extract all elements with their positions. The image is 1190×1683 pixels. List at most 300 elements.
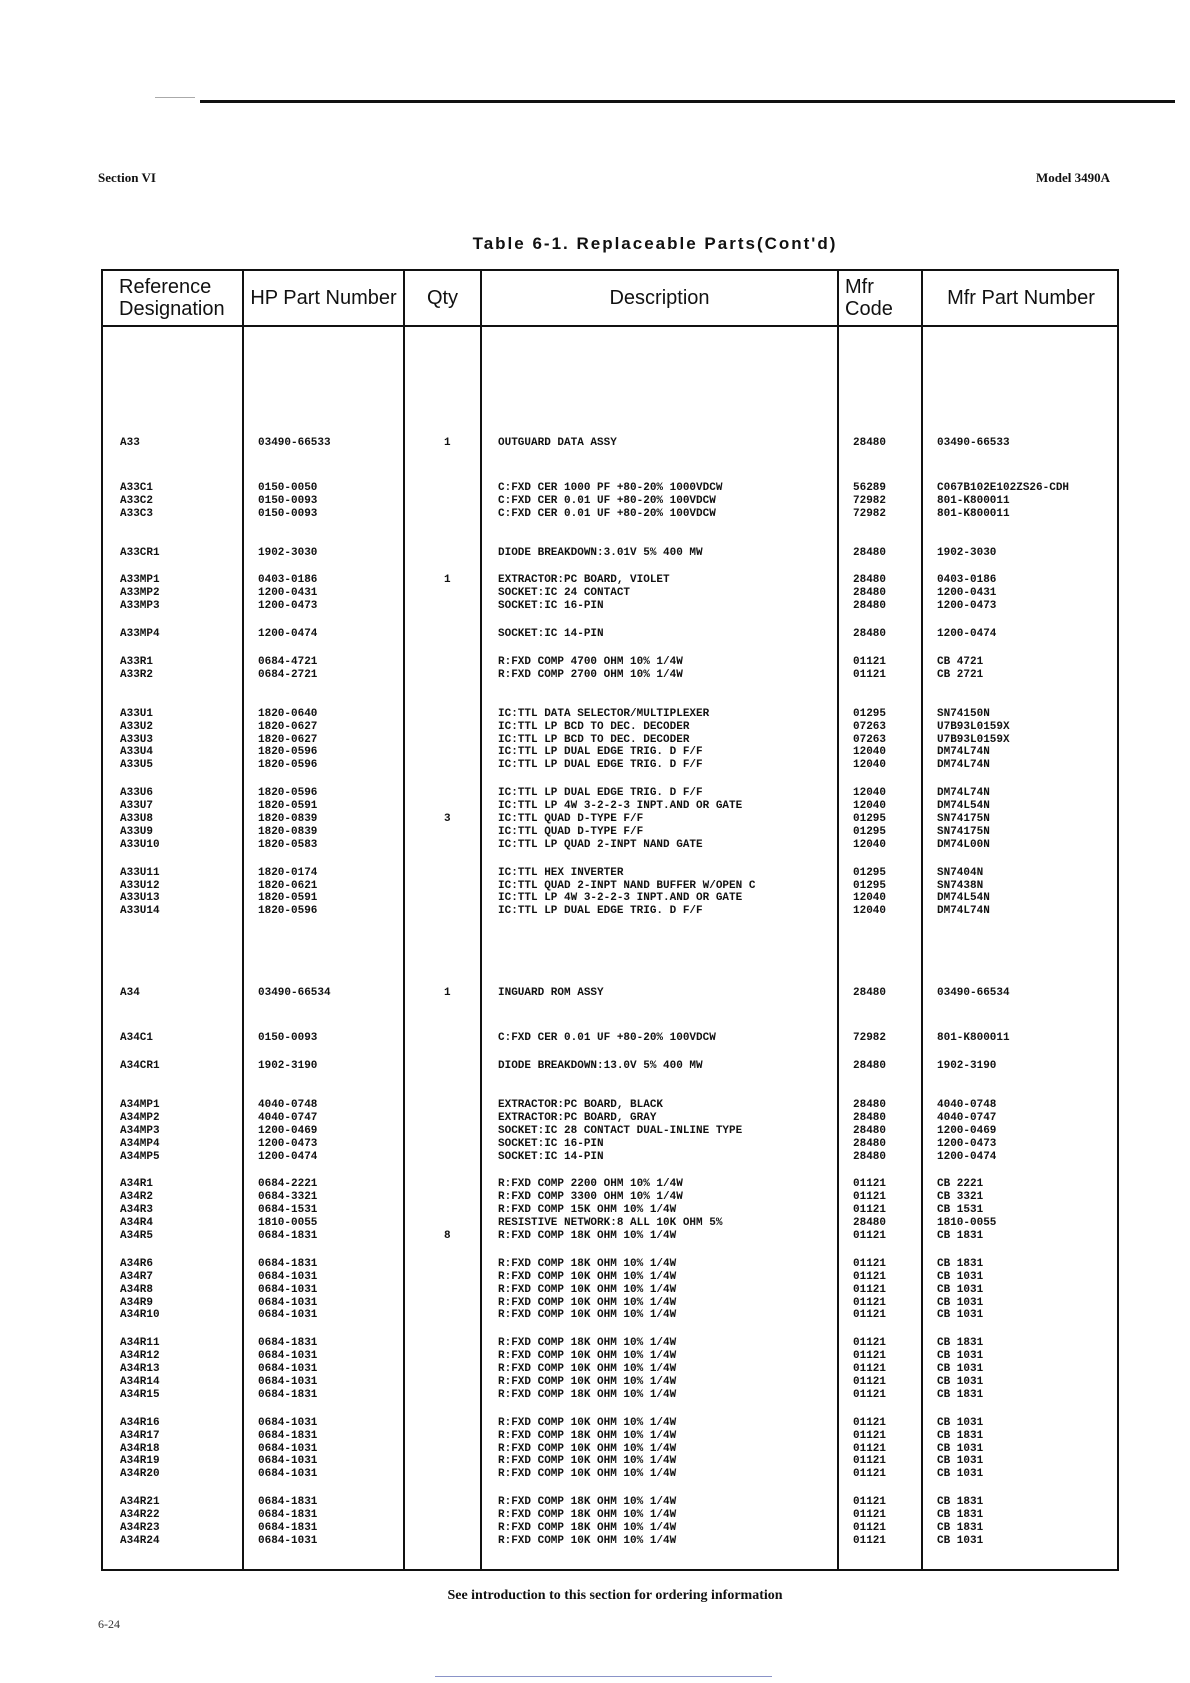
group-spacer bbox=[101, 1322, 1119, 1337]
group-spacer bbox=[101, 641, 1119, 656]
reference-designation: A33CR1 bbox=[120, 546, 160, 559]
mfr-part-number: SN74175N bbox=[937, 825, 990, 838]
mfr-code: 01121 bbox=[853, 1468, 887, 1481]
mfr-part-number: DM74L74N bbox=[937, 787, 990, 800]
mfr-code: 28480 bbox=[853, 1111, 887, 1124]
mfr-code: 28480 bbox=[853, 1098, 887, 1111]
hp-part-number: 0684-1031 bbox=[258, 1283, 318, 1296]
hp-part-number: 0403-0186 bbox=[258, 574, 318, 587]
mfr-code: 01121 bbox=[853, 1521, 887, 1534]
mfr-part-number: DM74L54N bbox=[937, 800, 990, 813]
mfr-part-number: CB 1031 bbox=[937, 1455, 984, 1468]
mfr-part-number: SN74150N bbox=[937, 707, 990, 720]
table-row bbox=[101, 482, 1119, 495]
reference-designation: A33MP4 bbox=[120, 628, 160, 641]
reference-designation: A34 bbox=[120, 987, 140, 1000]
group-spacer bbox=[101, 1073, 1119, 1099]
table-row bbox=[101, 1337, 1119, 1350]
table-row bbox=[101, 1125, 1119, 1138]
description: R:FXD COMP 10K OHM 10% 1/4W bbox=[498, 1416, 677, 1429]
hp-part-number: 0684-1831 bbox=[258, 1429, 318, 1442]
mfr-code: 01121 bbox=[853, 1455, 887, 1468]
mfr-code: 28480 bbox=[853, 437, 887, 449]
hp-part-number: 1820-0839 bbox=[258, 813, 318, 826]
reference-designation: A34R4 bbox=[120, 1217, 154, 1230]
description: R:FXD COMP 2700 OHM 10% 1/4W bbox=[498, 668, 683, 681]
mfr-part-number: CB 1831 bbox=[937, 1496, 984, 1509]
mfr-part-number: CB 3321 bbox=[937, 1191, 984, 1204]
description: IC:TTL LP BCD TO DEC. DECODER bbox=[498, 720, 690, 733]
reference-designation: A33U13 bbox=[120, 892, 160, 905]
reference-designation: A33C1 bbox=[120, 481, 154, 494]
hp-part-number: 1820-0627 bbox=[258, 733, 318, 746]
table-row bbox=[101, 1151, 1119, 1164]
mfr-code: 72982 bbox=[853, 1032, 887, 1045]
reference-designation: A34R21 bbox=[120, 1496, 160, 1509]
mfr-part-number: CB 1031 bbox=[937, 1350, 984, 1363]
mfr-part-number: 801-K800011 bbox=[937, 507, 1010, 520]
group-spacer bbox=[101, 852, 1119, 867]
description: EXTRACTOR:PC BOARD, BLACK bbox=[498, 1098, 664, 1111]
table-row bbox=[101, 1191, 1119, 1204]
description: R:FXD COMP 10K OHM 10% 1/4W bbox=[498, 1296, 677, 1309]
hp-part-number: 0684-1831 bbox=[258, 1229, 318, 1242]
description: C:FXD CER 1000 PF +80-20% 1000VDCW bbox=[498, 481, 723, 494]
mfr-part-number: 1200-0474 bbox=[937, 628, 997, 641]
reference-designation: A34R1 bbox=[120, 1178, 154, 1191]
mfr-code: 01121 bbox=[853, 1178, 887, 1191]
hp-part-number: 1820-0640 bbox=[258, 707, 318, 720]
description: R:FXD COMP 10K OHM 10% 1/4W bbox=[498, 1468, 677, 1481]
table-row bbox=[101, 1032, 1119, 1045]
group-spacer bbox=[101, 918, 1119, 987]
reference-designation: A33MP2 bbox=[120, 587, 160, 600]
table-row bbox=[101, 1417, 1119, 1430]
hp-part-number: 1820-0627 bbox=[258, 720, 318, 733]
table-row bbox=[101, 1112, 1119, 1125]
mfr-code: 28480 bbox=[853, 987, 887, 1000]
group-spacer bbox=[101, 1402, 1119, 1417]
reference-designation: A34R2 bbox=[120, 1191, 154, 1204]
description: R:FXD COMP 18K OHM 10% 1/4W bbox=[498, 1229, 677, 1242]
hp-part-number: 1200-0473 bbox=[258, 1137, 318, 1150]
mfr-part-number: CB 1831 bbox=[937, 1509, 984, 1522]
hp-part-number: 1902-3030 bbox=[258, 546, 318, 559]
table-row bbox=[101, 574, 1119, 587]
group-spacer bbox=[101, 1163, 1119, 1178]
mfr-part-number: U7B93L0159X bbox=[937, 733, 1010, 746]
mfr-code: 01121 bbox=[853, 668, 887, 681]
group-spacer bbox=[101, 1000, 1119, 1032]
hp-part-number: 0684-4721 bbox=[258, 656, 318, 669]
mfr-code: 28480 bbox=[853, 628, 887, 641]
description: IC:TTL HEX INVERTER bbox=[498, 866, 624, 879]
description: R:FXD COMP 18K OHM 10% 1/4W bbox=[498, 1429, 677, 1442]
reference-designation: A33U12 bbox=[120, 879, 160, 892]
mfr-code: 28480 bbox=[853, 1217, 887, 1230]
reference-designation: A34R5 bbox=[120, 1229, 154, 1242]
group-spacer bbox=[101, 682, 1119, 708]
mfr-part-number: 1200-0473 bbox=[937, 600, 997, 613]
group-spacer bbox=[101, 450, 1119, 482]
reference-designation: A34MP3 bbox=[120, 1124, 160, 1137]
description: R:FXD COMP 3300 OHM 10% 1/4W bbox=[498, 1191, 683, 1204]
reference-designation: A34R9 bbox=[120, 1296, 154, 1309]
mfr-part-number: CB 1031 bbox=[937, 1442, 984, 1455]
reference-designation: A33U10 bbox=[120, 838, 160, 851]
parts-rows bbox=[101, 437, 1119, 1548]
table-row bbox=[101, 1138, 1119, 1151]
table-row bbox=[101, 1297, 1119, 1310]
table-row bbox=[101, 508, 1119, 521]
reference-designation: A33U2 bbox=[120, 720, 154, 733]
table-row bbox=[101, 1363, 1119, 1376]
description: SOCKET:IC 16-PIN bbox=[498, 600, 604, 613]
mfr-part-number: 801-K800011 bbox=[937, 1032, 1010, 1045]
hp-part-number: 0684-1031 bbox=[258, 1309, 318, 1322]
description: R:FXD COMP 10K OHM 10% 1/4W bbox=[498, 1270, 677, 1283]
reference-designation: A34R6 bbox=[120, 1257, 154, 1270]
description: C:FXD CER 0.01 UF +80-20% 100VDCW bbox=[498, 1032, 716, 1045]
quantity: 3 bbox=[444, 813, 451, 826]
mfr-code: 28480 bbox=[853, 574, 887, 587]
description: IC:TTL LP QUAD 2-INPT NAND GATE bbox=[498, 838, 703, 851]
description: IC:TTL DATA SELECTOR/MULTIPLEXER bbox=[498, 707, 710, 720]
mfr-part-number: CB 2721 bbox=[937, 668, 984, 681]
mfr-part-number: DM74L74N bbox=[937, 759, 990, 772]
mfr-part-number: CB 1831 bbox=[937, 1257, 984, 1270]
hp-part-number: 1820-0174 bbox=[258, 866, 318, 879]
table-row bbox=[101, 600, 1119, 613]
mfr-part-number: CB 1831 bbox=[937, 1337, 984, 1350]
header-divider bbox=[103, 325, 1117, 327]
reference-designation: A33MP3 bbox=[120, 600, 160, 613]
table-row bbox=[101, 1535, 1119, 1548]
description: SOCKET:IC 14-PIN bbox=[498, 628, 604, 641]
description: R:FXD COMP 15K OHM 10% 1/4W bbox=[498, 1204, 677, 1217]
ordering-note: See introduction to this section for ordering information bbox=[447, 1588, 783, 1603]
reference-designation: A34R17 bbox=[120, 1429, 160, 1442]
mfr-part-number: 1200-0431 bbox=[937, 587, 997, 600]
mfr-code: 72982 bbox=[853, 494, 887, 507]
section-label: Section VI bbox=[98, 170, 156, 185]
description: RESISTIVE NETWORK:8 ALL 10K OHM 5% bbox=[498, 1217, 723, 1230]
mfr-code: 01121 bbox=[853, 1204, 887, 1217]
mfr-code: 72982 bbox=[853, 507, 887, 520]
hp-part-number: 1200-0474 bbox=[258, 1150, 318, 1163]
hp-part-number: 0684-1831 bbox=[258, 1509, 318, 1522]
description: R:FXD COMP 10K OHM 10% 1/4W bbox=[498, 1309, 677, 1322]
hp-part-number: 0684-1031 bbox=[258, 1363, 318, 1376]
mfr-code: 01121 bbox=[853, 1191, 887, 1204]
description: IC:TTL LP DUAL EDGE TRIG. D F/F bbox=[498, 746, 703, 759]
header-rule-faint bbox=[155, 97, 195, 98]
mfr-code: 28480 bbox=[853, 600, 887, 613]
hp-part-number: 1820-0596 bbox=[258, 746, 318, 759]
reference-designation: A34R7 bbox=[120, 1270, 154, 1283]
hp-part-number: 0684-1031 bbox=[258, 1534, 318, 1547]
reference-designation: A33R2 bbox=[120, 668, 154, 681]
reference-designation: A33U4 bbox=[120, 746, 154, 759]
reference-designation: A33C2 bbox=[120, 494, 154, 507]
description: OUTGUARD DATA ASSY bbox=[498, 437, 617, 449]
mfr-part-number: SN7438N bbox=[937, 879, 984, 892]
description: R:FXD COMP 18K OHM 10% 1/4W bbox=[498, 1521, 677, 1534]
table-row bbox=[101, 1389, 1119, 1402]
table-row bbox=[101, 1178, 1119, 1191]
hp-part-number: 1820-0591 bbox=[258, 800, 318, 813]
table-row bbox=[101, 1496, 1119, 1509]
hp-part-number: 0684-1031 bbox=[258, 1296, 318, 1309]
mfr-code: 01121 bbox=[853, 1416, 887, 1429]
reference-designation: A33U11 bbox=[120, 866, 160, 879]
mfr-code: 12040 bbox=[853, 905, 887, 918]
hp-part-number: 0684-1031 bbox=[258, 1455, 318, 1468]
mfr-part-number: CB 1031 bbox=[937, 1363, 984, 1376]
mfr-code: 01121 bbox=[853, 1309, 887, 1322]
table-row bbox=[101, 734, 1119, 747]
reference-designation: A33U1 bbox=[120, 707, 154, 720]
reference-designation: A34MP1 bbox=[120, 1098, 160, 1111]
table-row bbox=[101, 892, 1119, 905]
mfr-code: 12040 bbox=[853, 838, 887, 851]
mfr-code: 01121 bbox=[853, 1496, 887, 1509]
hp-part-number: 0684-1031 bbox=[258, 1270, 318, 1283]
table-row bbox=[101, 1060, 1119, 1073]
reference-designation: A34R24 bbox=[120, 1534, 160, 1547]
reference-designation: A33U3 bbox=[120, 733, 154, 746]
table-row bbox=[101, 721, 1119, 734]
hp-part-number: 03490-66534 bbox=[258, 987, 331, 1000]
mfr-part-number: DM74L74N bbox=[937, 905, 990, 918]
description: R:FXD COMP 10K OHM 10% 1/4W bbox=[498, 1375, 677, 1388]
mfr-code: 01295 bbox=[853, 879, 887, 892]
group-spacer bbox=[101, 1045, 1119, 1060]
hp-part-number: 1200-0431 bbox=[258, 587, 318, 600]
hp-part-number: 1820-0596 bbox=[258, 905, 318, 918]
hp-part-number: 1902-3190 bbox=[258, 1060, 318, 1073]
mfr-code: 56289 bbox=[853, 481, 887, 494]
hp-part-number: 1200-0474 bbox=[258, 628, 318, 641]
mfr-part-number: DM74L54N bbox=[937, 892, 990, 905]
reference-designation: A33U14 bbox=[120, 905, 160, 918]
table-row bbox=[101, 867, 1119, 880]
table-row bbox=[101, 800, 1119, 813]
hp-part-number: 4040-0747 bbox=[258, 1111, 318, 1124]
reference-designation: A34R23 bbox=[120, 1521, 160, 1534]
hp-part-number: 4040-0748 bbox=[258, 1098, 318, 1111]
page-number: 6-24 bbox=[98, 1617, 120, 1631]
table-row bbox=[101, 1217, 1119, 1230]
description: INGUARD ROM ASSY bbox=[498, 987, 604, 1000]
mfr-part-number: SN7404N bbox=[937, 866, 984, 879]
hp-part-number: 0684-3321 bbox=[258, 1191, 318, 1204]
mfr-code: 01121 bbox=[853, 1337, 887, 1350]
reference-designation: A34R22 bbox=[120, 1509, 160, 1522]
description: R:FXD COMP 10K OHM 10% 1/4W bbox=[498, 1455, 677, 1468]
hp-part-number: 0684-1031 bbox=[258, 1416, 318, 1429]
mfr-part-number: U7B93L0159X bbox=[937, 720, 1010, 733]
description: R:FXD COMP 18K OHM 10% 1/4W bbox=[498, 1337, 677, 1350]
hp-part-number: 0684-1831 bbox=[258, 1388, 318, 1401]
hp-part-number: 1200-0469 bbox=[258, 1124, 318, 1137]
table-row bbox=[101, 1204, 1119, 1217]
hp-part-number: 1820-0596 bbox=[258, 787, 318, 800]
reference-designation: A33U8 bbox=[120, 813, 154, 826]
table-title: Table 6-1. Replaceable Parts(Cont'd) bbox=[472, 234, 838, 253]
mfr-code: 28480 bbox=[853, 1060, 887, 1073]
mfr-part-number: CB 1831 bbox=[937, 1229, 984, 1242]
table-row bbox=[101, 905, 1119, 918]
table-row bbox=[101, 826, 1119, 839]
reference-designation: A34R20 bbox=[120, 1468, 160, 1481]
group-spacer bbox=[101, 772, 1119, 787]
mfr-part-number: CB 1831 bbox=[937, 1521, 984, 1534]
table-row bbox=[101, 437, 1119, 450]
table-row bbox=[101, 1522, 1119, 1535]
mfr-code: 01121 bbox=[853, 1270, 887, 1283]
mfr-code: 01121 bbox=[853, 1534, 887, 1547]
description: SOCKET:IC 28 CONTACT DUAL-INLINE TYPE bbox=[498, 1124, 743, 1137]
reference-designation: A34R13 bbox=[120, 1363, 160, 1376]
mfr-part-number: 801-K800011 bbox=[937, 494, 1010, 507]
hp-part-number: 1810-0055 bbox=[258, 1217, 318, 1230]
mfr-code: 01121 bbox=[853, 1509, 887, 1522]
description: IC:TTL LP BCD TO DEC. DECODER bbox=[498, 733, 690, 746]
table-row bbox=[101, 1430, 1119, 1443]
reference-designation: A33C3 bbox=[120, 507, 154, 520]
mfr-part-number: CB 4721 bbox=[937, 656, 984, 669]
description: IC:TTL LP DUAL EDGE TRIG. D F/F bbox=[498, 905, 703, 918]
mfr-code: 01121 bbox=[853, 1429, 887, 1442]
reference-designation: A34C1 bbox=[120, 1032, 154, 1045]
mfr-code: 01295 bbox=[853, 825, 887, 838]
description: R:FXD COMP 10K OHM 10% 1/4W bbox=[498, 1534, 677, 1547]
mfr-part-number: CB 1031 bbox=[937, 1309, 984, 1322]
group-spacer bbox=[101, 613, 1119, 628]
table-row bbox=[101, 1099, 1119, 1112]
description: EXTRACTOR:PC BOARD, GRAY bbox=[498, 1111, 657, 1124]
reference-designation: A34CR1 bbox=[120, 1060, 160, 1073]
reference-designation: A33 bbox=[120, 437, 140, 449]
description: R:FXD COMP 4700 OHM 10% 1/4W bbox=[498, 656, 683, 669]
mfr-code: 01121 bbox=[853, 1350, 887, 1363]
reference-designation: A33U7 bbox=[120, 800, 154, 813]
mfr-code: 01121 bbox=[853, 656, 887, 669]
table-row bbox=[101, 587, 1119, 600]
description: R:FXD COMP 18K OHM 10% 1/4W bbox=[498, 1509, 677, 1522]
description: DIODE BREAKDOWN:3.01V 5% 400 MW bbox=[498, 546, 703, 559]
hp-part-number: 0684-1831 bbox=[258, 1337, 318, 1350]
mfr-code: 12040 bbox=[853, 800, 887, 813]
mfr-part-number: 03490-66534 bbox=[937, 987, 1010, 1000]
mfr-part-number: 0403-0186 bbox=[937, 574, 997, 587]
mfr-part-number: CB 2221 bbox=[937, 1178, 984, 1191]
hp-part-number: 0684-1031 bbox=[258, 1350, 318, 1363]
mfr-part-number: SN74175N bbox=[937, 813, 990, 826]
table-row bbox=[101, 746, 1119, 759]
mfr-code: 01295 bbox=[853, 707, 887, 720]
hp-part-number: 1820-0583 bbox=[258, 838, 318, 851]
reference-designation: A33U6 bbox=[120, 787, 154, 800]
hp-part-number: 0684-1031 bbox=[258, 1442, 318, 1455]
mfr-code: 07263 bbox=[853, 720, 887, 733]
mfr-code: 01121 bbox=[853, 1296, 887, 1309]
reference-designation: A34R16 bbox=[120, 1416, 160, 1429]
mfr-part-number: 03490-66533 bbox=[937, 437, 1010, 449]
mfr-code: 28480 bbox=[853, 1137, 887, 1150]
mfr-code: 01121 bbox=[853, 1442, 887, 1455]
table-row bbox=[101, 628, 1119, 641]
description: IC:TTL LP DUAL EDGE TRIG. D F/F bbox=[498, 759, 703, 772]
col-header-mfr-code: Mfr Code bbox=[845, 276, 893, 320]
description: IC:TTL LP 4W 3-2-2-3 INPT.AND OR GATE bbox=[498, 892, 743, 905]
mfr-part-number: CB 1831 bbox=[937, 1388, 984, 1401]
reference-designation: A34R12 bbox=[120, 1350, 160, 1363]
table-row bbox=[101, 547, 1119, 560]
description: IC:TTL LP DUAL EDGE TRIG. D F/F bbox=[498, 787, 703, 800]
reference-designation: A33MP1 bbox=[120, 574, 160, 587]
mfr-part-number: C067B102E102ZS26-CDH bbox=[937, 481, 1070, 494]
mfr-code: 01121 bbox=[853, 1363, 887, 1376]
mfr-part-number: 1902-3030 bbox=[937, 546, 997, 559]
group-spacer bbox=[101, 521, 1119, 547]
bottom-rule bbox=[435, 1676, 772, 1677]
table-row bbox=[101, 1284, 1119, 1297]
col-header-reference: Reference Designation bbox=[119, 276, 225, 320]
mfr-code: 12040 bbox=[853, 892, 887, 905]
mfr-part-number: 1200-0474 bbox=[937, 1150, 997, 1163]
description: R:FXD COMP 10K OHM 10% 1/4W bbox=[498, 1363, 677, 1376]
hp-part-number: 0150-0093 bbox=[258, 1032, 318, 1045]
table-row bbox=[101, 987, 1119, 1000]
mfr-part-number: 1200-0469 bbox=[937, 1124, 997, 1137]
col-header-qty: Qty bbox=[426, 287, 459, 309]
table-row bbox=[101, 1258, 1119, 1271]
mfr-part-number: DM74L00N bbox=[937, 838, 990, 851]
table-row bbox=[101, 708, 1119, 721]
reference-designation: A34R11 bbox=[120, 1337, 160, 1350]
table-row bbox=[101, 759, 1119, 772]
reference-designation: A34R15 bbox=[120, 1388, 160, 1401]
hp-part-number: 0150-0050 bbox=[258, 481, 318, 494]
group-spacer bbox=[101, 559, 1119, 574]
quantity: 8 bbox=[444, 1229, 451, 1242]
table-row bbox=[101, 813, 1119, 826]
reference-designation: A34MP2 bbox=[120, 1111, 160, 1124]
mfr-code: 01121 bbox=[853, 1257, 887, 1270]
description: DIODE BREAKDOWN:13.0V 5% 400 MW bbox=[498, 1060, 703, 1073]
mfr-part-number: CB 1531 bbox=[937, 1204, 984, 1217]
mfr-code: 01121 bbox=[853, 1283, 887, 1296]
quantity: 1 bbox=[444, 574, 451, 587]
mfr-part-number: CB 1831 bbox=[937, 1429, 984, 1442]
description: R:FXD COMP 10K OHM 10% 1/4W bbox=[498, 1350, 677, 1363]
description: R:FXD COMP 10K OHM 10% 1/4W bbox=[498, 1283, 677, 1296]
description: R:FXD COMP 18K OHM 10% 1/4W bbox=[498, 1388, 677, 1401]
hp-part-number: 0684-1531 bbox=[258, 1204, 318, 1217]
hp-part-number: 0684-1831 bbox=[258, 1521, 318, 1534]
mfr-code: 12040 bbox=[853, 787, 887, 800]
mfr-code: 28480 bbox=[853, 546, 887, 559]
table-row bbox=[101, 495, 1119, 508]
mfr-part-number: 1810-0055 bbox=[937, 1217, 997, 1230]
description: R:FXD COMP 2200 OHM 10% 1/4W bbox=[498, 1178, 683, 1191]
description: SOCKET:IC 24 CONTACT bbox=[498, 587, 631, 600]
table-row bbox=[101, 1455, 1119, 1468]
table-row bbox=[101, 787, 1119, 800]
description: C:FXD CER 0.01 UF +80-20% 100VDCW bbox=[498, 494, 716, 507]
